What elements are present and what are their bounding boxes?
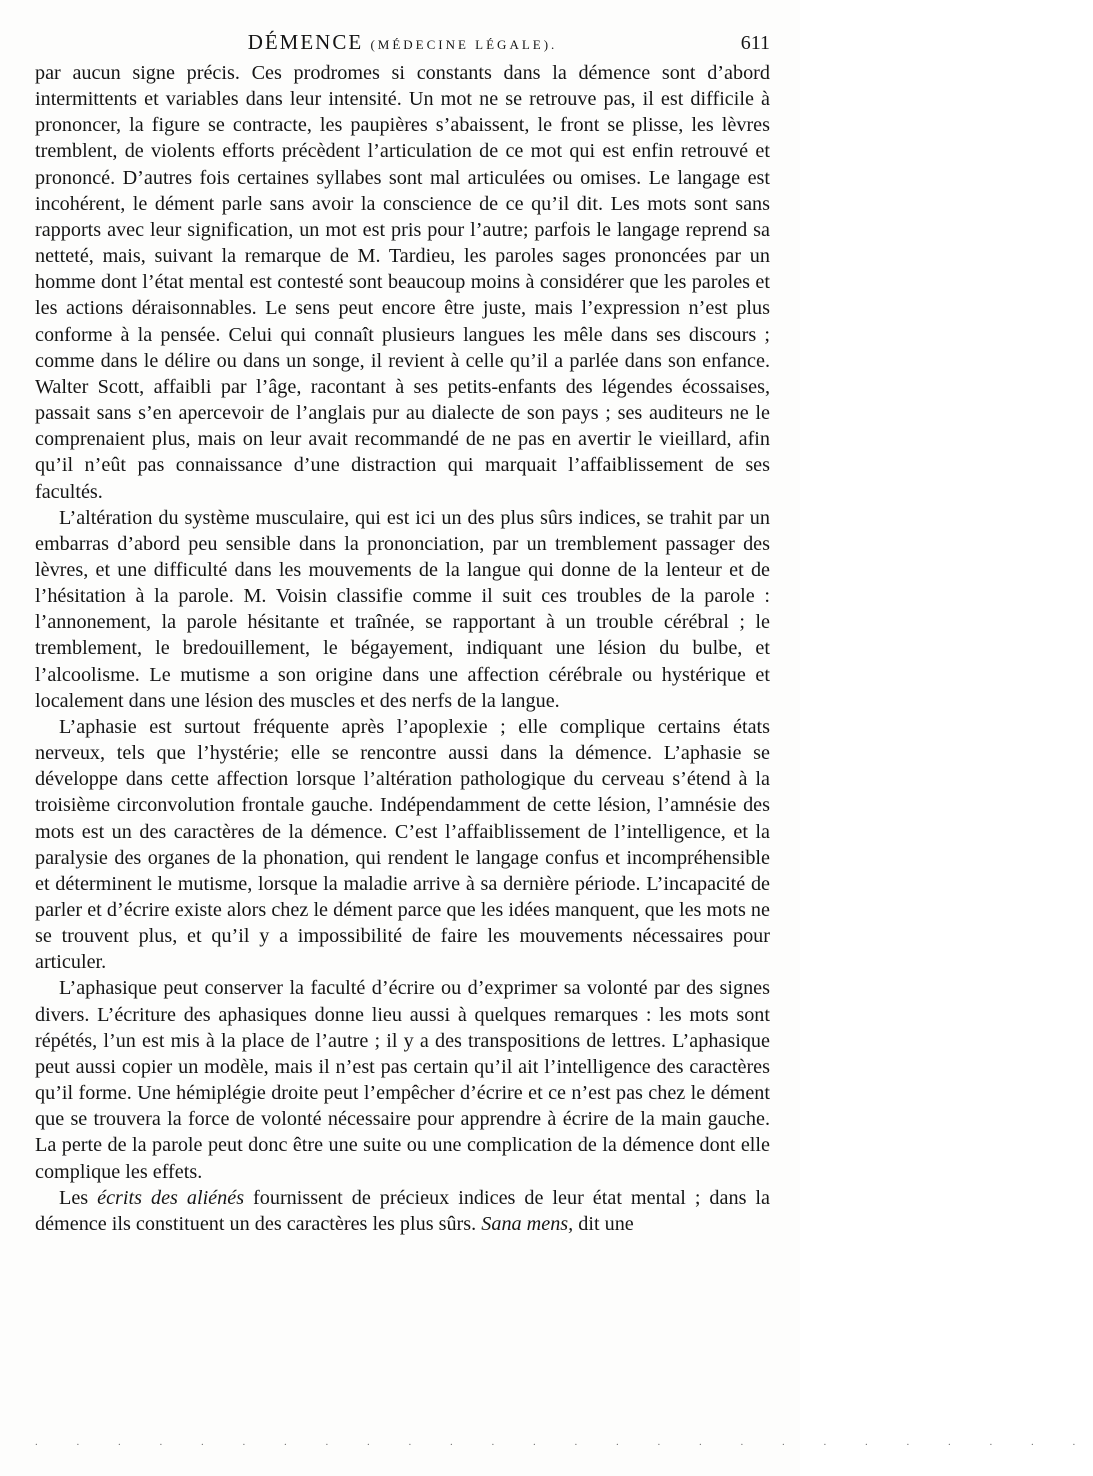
running-head-main: DÉMENCE (247, 30, 364, 54)
text-segment: dit une (573, 1212, 634, 1235)
scan-noise-specks: . . . . . . . . . . . . . . . . . . . . . . . . . . (35, 1436, 1093, 1448)
paragraph (35, 60, 770, 505)
text-segment: L’aphasie est surtout fréquente après l’apoplexie ; elle complique certains états nerveux, tels que l’hystérie; elle se rencontre aussi dans la démence. L’aphasie se développe dans cette affection lorsque l’altération pathologique du cerveau s’étend à la troisième circonvolution frontale gauche. Indépendamment de cette lésion, l’amnésie des mots est un des caractères de la démence. C’est l’affaiblissement de l’intelligence, et la paralysie des organes de la phonation, qui rendent le langage confus et incompréhensible et déterminent le mutisme, lorsque la maladie arrive à sa dernière période. L’incapacité de parler et d’écrire existe alors chez le dément parce que les idées manquent, que les mots ne se trouvent plus, et qu’il y a impossibilité de faire les mouvements nécessaires pour articuler. (35, 715, 770, 974)
italic-text: Sana mens, (481, 1212, 574, 1235)
text-segment: Les (59, 1186, 98, 1209)
text-segment: par aucun signe précis. Ces prodromes si constants dans la démence sont d’abord intermittents et variables dans leur intensité. Un mot ne se retrouve pas, il est difficile à prononcer, la figure se contracte, les paupières s’abaissent, le front se plisse, les lèvres tremblent, de violents efforts précèdent l’articulation de ce mot qui est enfin retrouvé et prononcé. D’autres fois certaines syllabes sont mal articulées ou omises. Le langage est incohérent, le dément parle sans avoir la conscience de ce qu’il dit. Les mots sont sans rapports avec leur signification, un mot est pris pour l’autre; parfois le langage reprend sa netteté, mais, suivant la remarque de M. Tardieu, les paroles sages prononcées par un homme dont l’état mental est contesté sont beaucoup moins à considérer que les paroles et les actions déraisonnables. Le sens peut encore être juste, mais l’expression n’est plus conforme à la pensée. Celui qui connaît plusieurs langues les mêle dans ses discours ; comme dans le délire ou dans un songe, il revient à celle qu’il a parlée dans son enfance. Walter Scott, affaibli par l’âge, racontant à ses petits-enfants des légendes écossaises, passait sans s’en apercevoir de l’anglais pur au dialecte de son pays ; ses auditeurs ne le comprenaient plus, mais on leur avait recommandé de ne pas en avertir le vieillard, afin qu’il n’eût pas connaissance d’une distraction qui marquait l’affaiblissement de ses facultés. (35, 62, 770, 503)
italic-text: écrits des aliénés (97, 1186, 245, 1209)
page-number: 611 (740, 32, 770, 54)
text-segment: L’aphasique peut conserver la faculté d’écrire ou d’exprimer sa volonté par des signes divers. L’écriture des aphasiques donne lieu aussi à quelques remarques : les mots sont répétés, l’un est mis à la place de l’autre ; il y a des transpositions de lettres. L’aphasique peut aussi copier un modèle, mais il n’est pas certain qu’il ait l’intelligence des caractères qu’il forme. Une hémiplégie droite peut l’empêcher d’écrire et ce n’est pas chez le dément que se trouvera la force de volonté nécessaire pour apprendre à écrire de la main gauche. La perte de la parole peut donc être une suite ou une complication de la démence dont elle complique les effets. (35, 977, 770, 1183)
paragraph (35, 975, 770, 1184)
text-segment: fournissent de précieux indices de leur état mental ; dans la démence ils constituent un des caractères les plus sûrs. (35, 1186, 770, 1235)
running-head-subtitle: (MÉDECINE LÉGALE). (370, 37, 558, 52)
paragraph (35, 714, 770, 976)
paragraph (35, 1185, 770, 1237)
paragraph (35, 505, 770, 714)
running-head (35, 30, 770, 60)
body-text (35, 60, 770, 1237)
text-segment: L’altération du système musculaire, qui est ici un des plus sûrs indices, se trahit par un embarras d’abord peu sensible dans la prononciation, par un tremblement passager des lèvres, et une difficulté dans les mouvements de la langue qui donne de la lenteur et de l’hésitation à la parole. M. Voisin classifie comme il suit ces troubles de la parole : l’annonement, la parole hésitante et traînée, se rapportant à un trouble cérébral ; le tremblement, le bredouillement, le bégayement, indiquant une lésion du bulbe, et l’alcoolisme. Le mutisme a son origine dans une affection cérébrale ou hystérique et localement dans une lésion des muscles et des nerfs de la langue. (35, 506, 770, 712)
running-head-title (35, 30, 770, 55)
